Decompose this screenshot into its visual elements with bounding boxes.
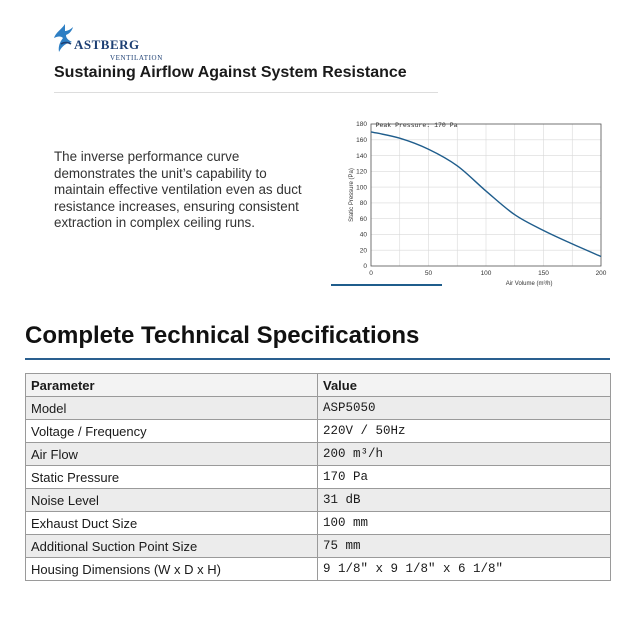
param-cell: Additional Suction Point Size xyxy=(26,535,318,558)
value-cell: 75 mm xyxy=(318,535,611,558)
param-cell: Exhaust Duct Size xyxy=(26,512,318,535)
y-tick-label: 180 xyxy=(356,121,367,129)
y-tick-label: 80 xyxy=(359,200,367,208)
y-tick-label: 60 xyxy=(359,215,367,223)
param-cell: Housing Dimensions (W x D x H) xyxy=(26,558,318,581)
table-row xyxy=(26,558,611,581)
table-row xyxy=(26,420,611,443)
x-axis-label: Air Volume (m³/h) xyxy=(505,281,553,287)
y-tick-label: 0 xyxy=(363,263,367,271)
header-value: Value xyxy=(318,374,611,397)
performance-chart xyxy=(330,112,610,290)
value-cell: 31 dB xyxy=(318,489,611,512)
param-cell: Model xyxy=(26,397,318,420)
table-row xyxy=(26,535,611,558)
brand-tagline: VENTILATION xyxy=(110,54,163,62)
param-cell: Voltage / Frequency xyxy=(26,420,318,443)
value-cell: 9 1/8" x 9 1/8" x 6 1/8" xyxy=(318,558,611,581)
intro-description: The inverse performance curve demonstrates the unit’s capability to maintain effective ventilation even as duct resistance increases, ensuring consistent extraction in complex ceiling runs. xyxy=(54,149,302,231)
y-tick-label: 20 xyxy=(359,247,367,255)
header-parameter: Parameter xyxy=(26,374,318,397)
value-cell: 220V / 50Hz xyxy=(318,420,611,443)
chart-underline xyxy=(331,284,442,286)
intro-title: Sustaining Airflow Against System Resistance xyxy=(54,64,407,81)
x-tick-label: 100 xyxy=(480,270,492,277)
param-cell: Air Flow xyxy=(26,443,318,466)
x-tick-label: 50 xyxy=(424,270,433,277)
y-tick-label: 140 xyxy=(356,152,367,160)
value-cell: 200 m³/h xyxy=(318,443,611,466)
specs-title: Complete Technical Specifications xyxy=(25,322,420,349)
y-tick-label: 100 xyxy=(356,184,367,192)
x-tick-label: 150 xyxy=(538,270,549,277)
table-row xyxy=(26,489,611,512)
x-tick-label: 200 xyxy=(595,270,607,277)
table-row xyxy=(26,466,611,489)
brand-name: ASTBERG xyxy=(74,37,140,52)
value-cell: ASP5050 xyxy=(318,397,611,420)
specs-divider xyxy=(25,358,610,360)
value-cell: 100 mm xyxy=(318,512,611,535)
y-axis-label: Static Pressure (Pa) xyxy=(349,168,355,222)
table-row xyxy=(26,397,611,420)
table-row xyxy=(26,512,611,535)
intro-divider xyxy=(54,92,438,93)
x-tick-label: 0 xyxy=(369,270,373,277)
peak-pressure-annotation: Peak Pressure: 170 Pa xyxy=(375,122,458,130)
brand-logo xyxy=(52,20,212,60)
y-tick-label: 160 xyxy=(356,136,367,144)
specs-table xyxy=(25,373,611,581)
specs-header-row xyxy=(26,374,611,397)
table-row xyxy=(26,443,611,466)
param-cell: Noise Level xyxy=(26,489,318,512)
y-tick-label: 120 xyxy=(356,168,367,176)
param-cell: Static Pressure xyxy=(26,466,318,489)
y-tick-label: 40 xyxy=(359,231,367,239)
value-cell: 170 Pa xyxy=(318,466,611,489)
